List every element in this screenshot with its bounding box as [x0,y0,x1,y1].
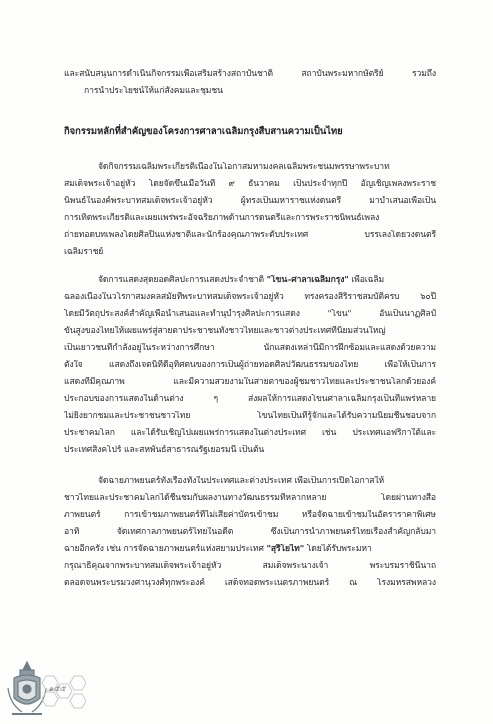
para3-line-5-text: ฉายอีกครั้ง เช่น การจัดฉายภาพยนตร์แห่งสยามประเทศ [64,544,267,554]
para3-line-6: กรุณาธิคุณจากพระบาทสมเด็จพระเจ้าอยู่หัว สมเด็จพระนางเจ้า พระบรมราชินีนาถ [64,561,436,571]
khon-title: "โขน–ศาลาเฉลิมกรุง" [266,275,349,285]
para3-line-7: ตลอดจนพระบรมวงศานุวงศ์ทุกพระองค์ เสด็จทอดพระเนตรภาพยนตร์ ณ โรงมหรสพหลวง [64,578,436,588]
para2-line-11: ประเทศสิงคโปร์ และสหพันธ์สาธารณรัฐเยอรมนี เป็นต้น [64,445,265,455]
para1-line-3: นิพนธ์ในองค์พระบาทสมเด็จพระเจ้าอยู่หัว ผู้ทรงเป็นมหาราชแห่งดนตรี มาบำเสนอเพื่อเป็น [64,196,436,206]
para2-line-1-text: จัดการแสดงสุดยอดศิลปะการแสดงประจำชาติ [98,275,267,285]
para3-line-2: ชาวไทยและประชาคมโลกได้ชื่นชมกับผลงานทางวัฒนธรรมที่หลากหลาย โดยผ่านทางสื่อ [64,493,436,503]
para1-line-5: ถ่ายทอดบทเพลงโดยศิลปินแห่งชาติและนักร้องคุณภาพระดับประเทศ บรรเลงโดยวงดนตรี [64,230,436,240]
page-number: ๑๕๕ [48,684,66,693]
para2-line-9: ไม่ยิ่งยากชมและประชาชนชาวไทย โขนไทยเป็นที่รู้จักและได้รับความนิยมชื่นชอบจาก [64,411,436,421]
para2-line-1-tail: เพื่อเฉลิม [348,275,385,285]
para2-line-3: โดยมีวัตถุประสงค์สำคัญเพื่อนำเสนอและทำนุบำรุงศิลปะการแสดง "โขน" อันเป็นนาฏศิลป์ [64,309,436,319]
para3-line-5-tail: โดยได้รับพระมหา [304,544,372,554]
para3-line-5 [64,544,436,555]
para1-line-2: สมเด็จพระเจ้าอยู่หัว โดยจัดขึ้นเมื่อวันที่ ๙ ธันวาคม เป็นประจำทุกปี อัญเชิญเพลงพระราช [64,179,436,189]
para3-line-4: อาทิ จัดเทศกาลภาพยนตร์ไทยในอดีต ซึ่งเป็นการนำภาพยนตร์ไทยเรื่องสำคัญกลับมา [64,527,436,537]
para1-line-4: การเทิดพระเกียรติและเผยแพร่พระอัจฉริยภาพด้านการดนตรีและการพระราชนิพนธ์เพลง [64,213,380,223]
para2-line-6: ตั้งใจ แสดงถึงเจตนิที่ดีอุทิศตนของการเป็นผู้ถ่ายทอดศิลปวัฒนธรรมของไทย เพื่อให้เป็นการ [64,360,436,370]
section-heading: กิจกรรมหลักที่สำคัญของโครงการศาลาเฉลิมกรุงสืบสานความเป็นไทย [64,126,343,137]
para1-line-1: จัดกิจกรรมเฉลิมพระเกียรติเนื่องในโอกาสมหามงคลเฉลิมพระชนมพรรษาพระบาท [98,162,390,172]
para3-line-3: ภาพยนตร์ การเข้าชมภาพยนตร์ที่ไม่เสียค่าบัตรเข้าชม หรือจัดฉายเข้าชมในอัตราราคาพิเศษ [64,510,436,520]
intro-line-2: การนำประโยชน์ให้แก่สังคมและชุมชน [84,86,223,96]
para2-line-5: เป็นเยาวชนที่กำลังอยู่ในระหว่างการศึกษา นักแสดงเหล่านี้มีการฝึกซ้อมและแสดงด้วยความ [64,343,436,353]
para2-line-2: ฉลองเนื่องในวโรกาสมงคลสมัยที่พระบาทสมเด็จพระเจ้าอยู่หัว ทรงครองสิริราชสมบัติครบ ๖๐ปี [64,292,436,302]
para3-line-1: จัดฉายภาพยนตร์ทั้งเรื่องทั้งในประเทศและต่างประเทศ เพื่อเป็นการเปิดโอกาสให้ [98,476,385,486]
para2-line-1 [98,275,436,286]
intro-line-1: และสนับสนุนการดำเนินกิจกรรมเพื่อเสริมสร้างสถาบันชาติ สถาบันพระมหากษัตริย์ รวมถึง [64,69,436,79]
para2-line-8: ประกอบของการแสดงในด้านต่าง ๆ ส่งผลให้การแสดงโขนศาลาเฉลิมกรุงเป็นที่แพร่หลาย [64,394,436,404]
para2-line-7: แสดงที่มีคุณภาพ และมีความสวยงามในสายตาของผู้ชมชาวไทยและประชาชนโลกด้วยองค์ [64,377,436,387]
para2-line-4: ขั้นสูงของไทยให้เผยแพร่สู่สายตาประชาชนทั้งชาวไทยและชาวต่างประเทศที่นิยมส่วนใหญ่ [64,326,386,336]
para1-line-6: เฉลิมราชย์ [64,247,104,257]
suriyothai-title: "สุริโยไท" [266,544,305,554]
para2-line-10: ประชาคมโลก และได้รับเชิญไปเผยแพร่การแสดงในต่างประเทศ เช่น ประเทศแอฟริกาใต้และ [64,428,436,438]
